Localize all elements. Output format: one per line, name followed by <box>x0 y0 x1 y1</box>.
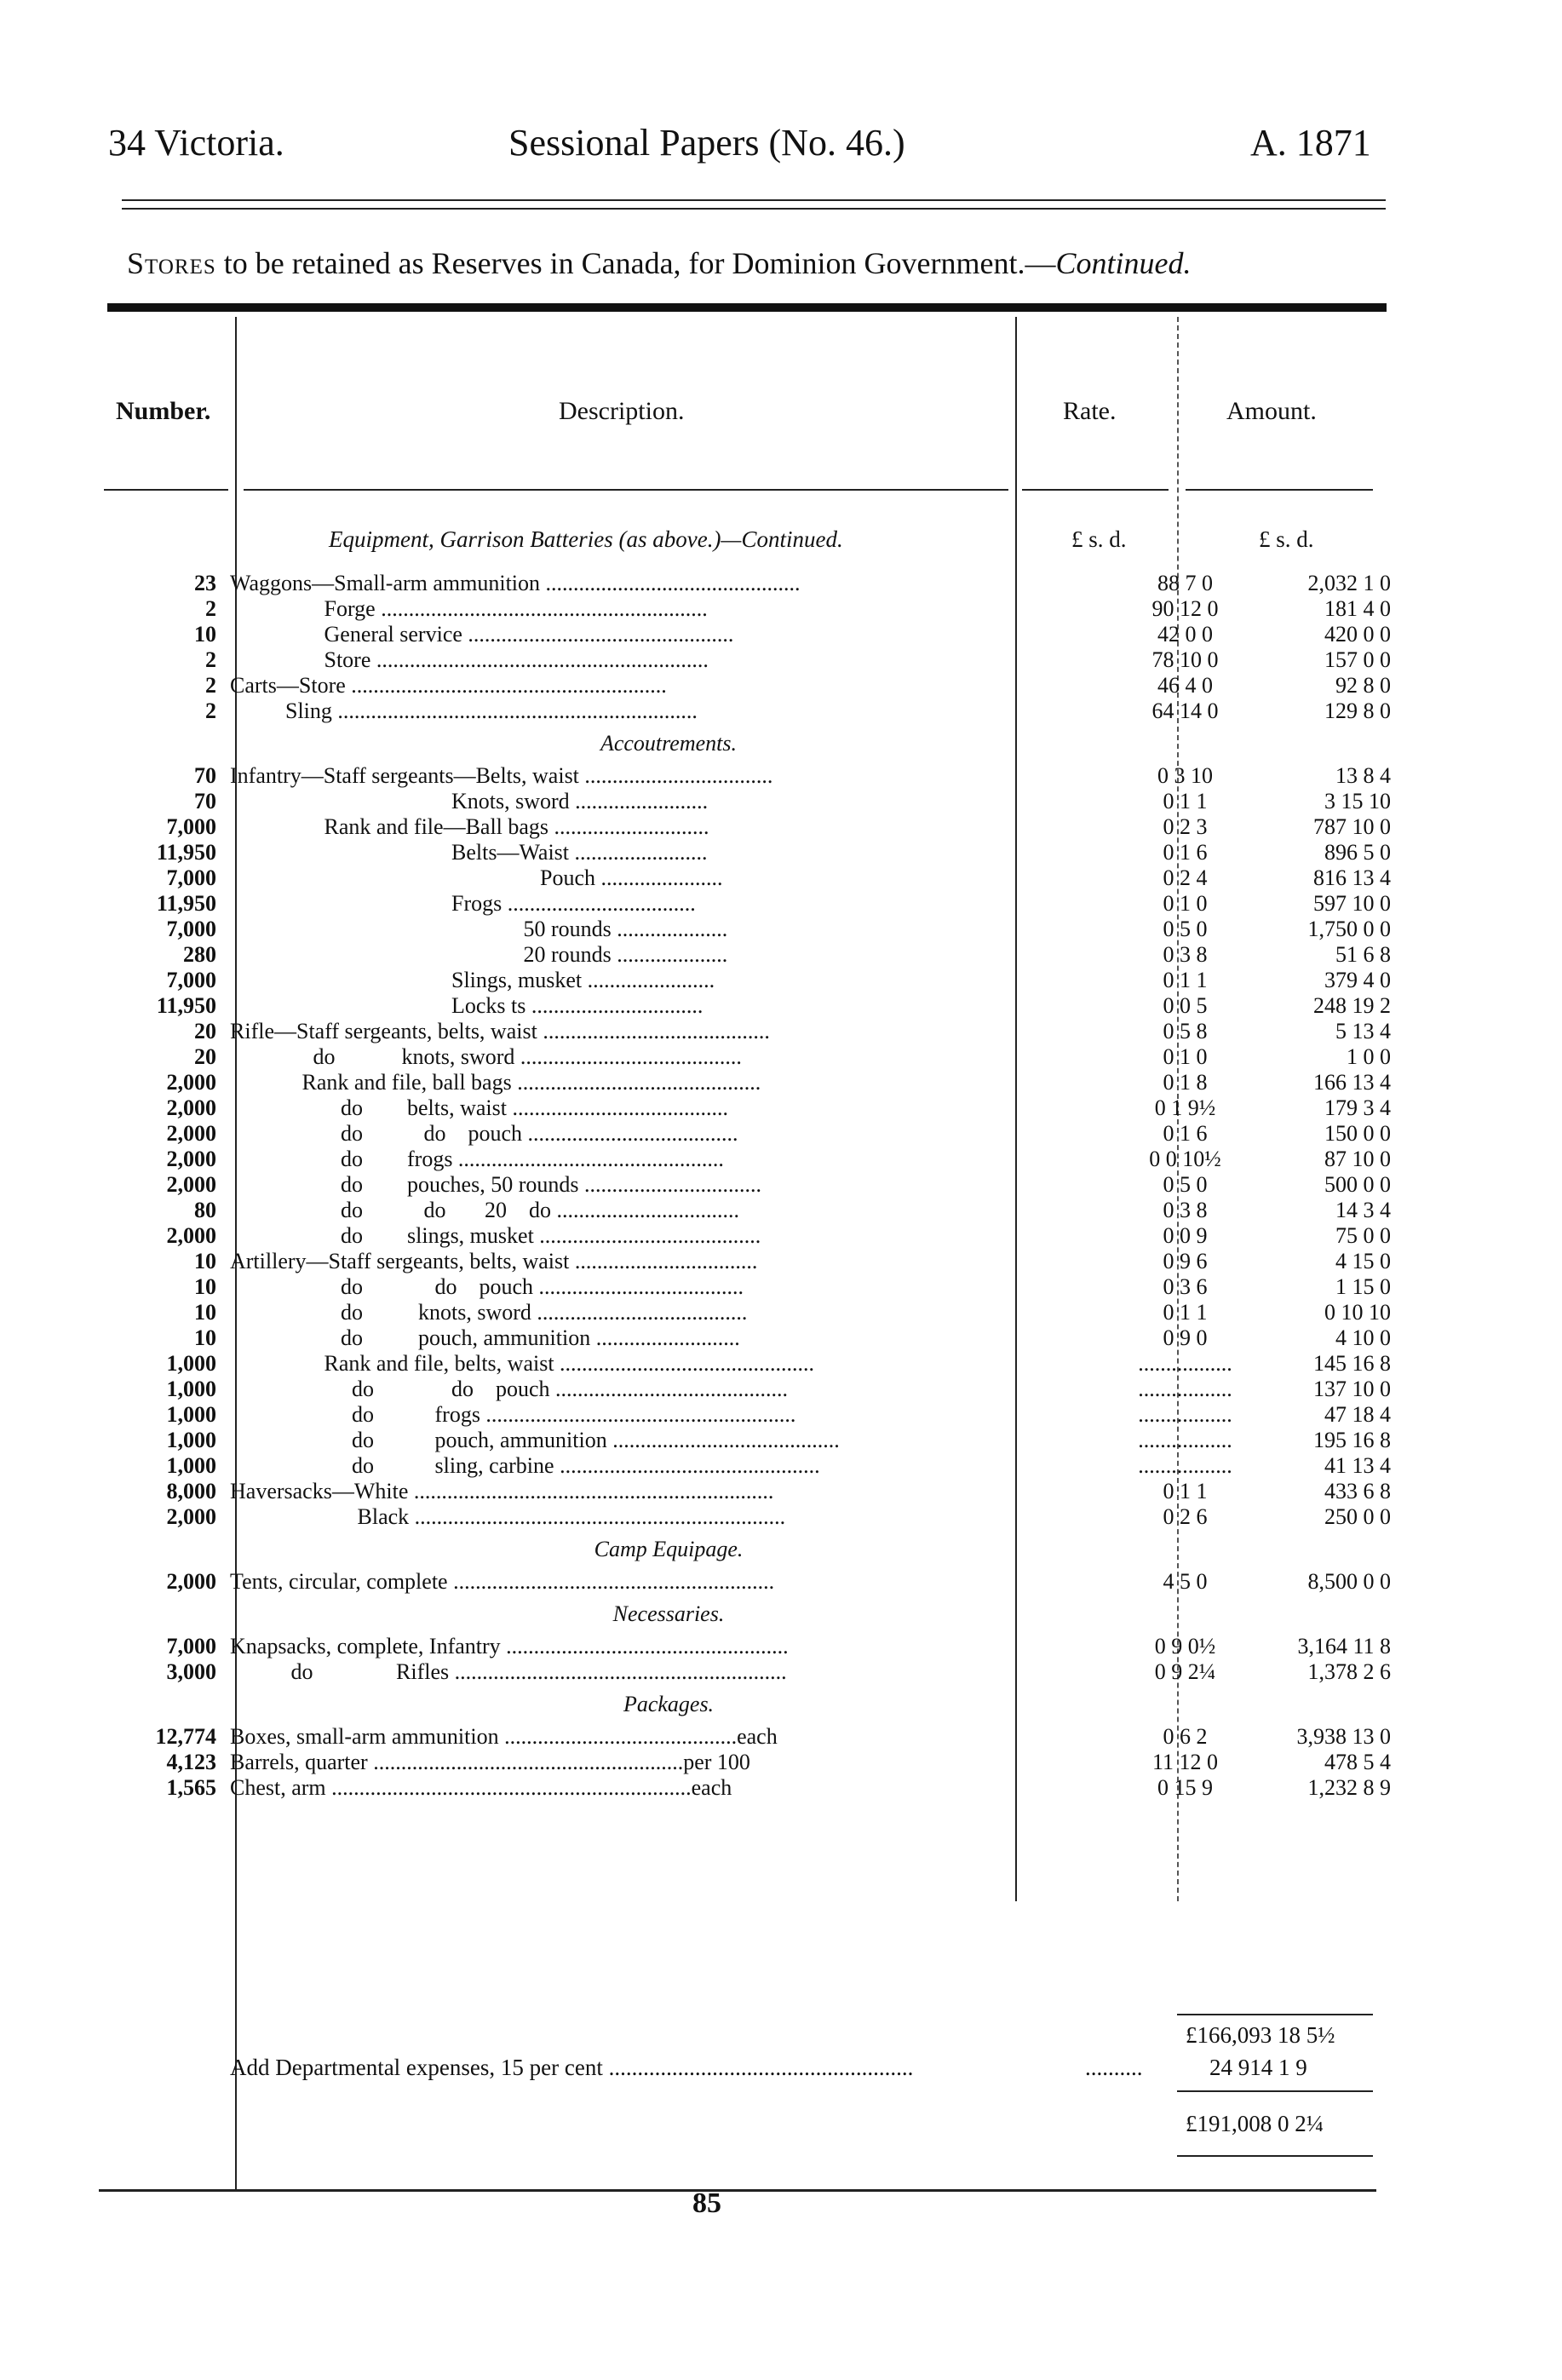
item-number: 3,000 <box>166 1659 216 1684</box>
spacer-cell <box>1107 1530 1263 1569</box>
item-number: 11,950 <box>156 993 216 1018</box>
item-number: 280 <box>183 942 216 967</box>
item-description: do pouch, ammunition ......................................... <box>230 1428 840 1452</box>
item-description: Rank and file, belts, waist .............................................. <box>230 1351 815 1376</box>
spacer-cell <box>1263 1595 1401 1634</box>
item-rate: 0 2 3 <box>1163 814 1208 839</box>
item-rate: 42 0 0 <box>1157 622 1213 647</box>
item-amount: 92 8 0 <box>1335 673 1391 698</box>
page-number: 85 <box>692 2187 721 2219</box>
heading-underline-number <box>104 489 228 491</box>
table-row <box>91 891 1401 917</box>
item-number: 80 <box>194 1198 216 1222</box>
section-heading: Necessaries. <box>612 1601 725 1626</box>
grand-total-rule-top <box>1177 2090 1373 2092</box>
table-row <box>91 1479 1401 1504</box>
table-row <box>91 1724 1401 1750</box>
item-amount: 433 6 8 <box>1324 1479 1391 1503</box>
table-row <box>91 1300 1401 1325</box>
column-rate: Rate. <box>1063 397 1117 425</box>
spacer-cell <box>91 1595 223 1634</box>
subtotal-rule <box>1177 2014 1373 2015</box>
section-row <box>91 1530 1401 1569</box>
table-row <box>91 647 1401 673</box>
item-rate: ................. <box>1138 1428 1232 1452</box>
item-description: do slings, musket ........................................ <box>230 1223 761 1248</box>
item-description: do knots, sword ........................................ <box>230 1044 742 1069</box>
item-description: do do pouch .......................................... <box>230 1377 789 1401</box>
item-number: 2,000 <box>166 1504 216 1529</box>
spacer-cell <box>1263 1530 1401 1569</box>
item-number: 10 <box>194 1274 216 1299</box>
item-number: 1,000 <box>166 1428 216 1452</box>
title-continued: Continued. <box>1055 246 1192 280</box>
item-description: Knapsacks, complete, Infantry ................................................... <box>230 1634 789 1659</box>
item-number: 10 <box>194 1300 216 1325</box>
item-rate: 0 1 0 <box>1163 891 1208 916</box>
heading-underline-amount <box>1186 489 1373 491</box>
table-row <box>91 968 1401 993</box>
column-amount: Amount. <box>1226 397 1317 425</box>
spacer-cell <box>1107 1595 1263 1634</box>
item-description: Frogs .................................. <box>230 891 696 916</box>
item-amount: 1,232 8 9 <box>1307 1775 1391 1800</box>
heading-underline-description <box>244 489 1008 491</box>
item-rate: 0 1 0 <box>1163 1044 1208 1069</box>
item-rate: ................. <box>1138 1453 1232 1478</box>
item-description: do do pouch ...................................... <box>230 1121 738 1146</box>
item-rate: 0 0 10½ <box>1149 1147 1221 1171</box>
item-amount: 896 5 0 <box>1324 840 1391 865</box>
grand-total-value: £191,008 0 2¼ <box>1186 2111 1324 2136</box>
item-number: 2 <box>205 698 216 723</box>
item-amount: 87 10 0 <box>1324 1147 1391 1171</box>
item-description: Rank and file—Ball bags ............................ <box>230 814 709 839</box>
item-amount: 816 13 4 <box>1313 865 1391 890</box>
table-row <box>91 1402 1401 1428</box>
item-description: Store ............................................................ <box>230 647 709 672</box>
item-number: 11,950 <box>156 840 216 865</box>
header-left: 34 Victoria. <box>108 122 284 164</box>
spacer-cell <box>91 1530 223 1569</box>
item-rate: 88 7 0 <box>1157 571 1213 595</box>
item-amount: 478 5 4 <box>1324 1750 1391 1774</box>
departmental-expenses-amount: 24 914 1 9 <box>1209 2055 1307 2080</box>
item-rate: 46 4 0 <box>1157 673 1213 698</box>
table-row <box>91 840 1401 865</box>
item-description: do sling, carbine ............................................... <box>230 1453 820 1478</box>
item-rate: 0 1 1 <box>1163 789 1208 813</box>
table-row <box>91 1750 1401 1775</box>
stores-table <box>91 571 1401 1801</box>
item-rate: 78 10 0 <box>1151 647 1219 672</box>
item-description: do do pouch ..................................... <box>230 1274 744 1299</box>
table-row <box>91 814 1401 840</box>
item-number: 10 <box>194 1325 216 1350</box>
item-number: 7,000 <box>166 917 216 941</box>
item-amount: 150 0 0 <box>1324 1121 1391 1146</box>
item-amount: 1 0 0 <box>1347 1044 1391 1069</box>
header-rule-top <box>122 199 1386 201</box>
item-description: Black ................................................................... <box>230 1504 786 1529</box>
item-amount: 47 18 4 <box>1324 1402 1391 1427</box>
table-row <box>91 1377 1401 1402</box>
item-rate: 0 3 10 <box>1157 763 1213 788</box>
table-row <box>91 1428 1401 1453</box>
item-number: 4,123 <box>166 1750 216 1774</box>
item-amount: 51 6 8 <box>1335 942 1391 967</box>
item-amount: 13 8 4 <box>1335 763 1391 788</box>
section-row <box>91 1595 1401 1634</box>
table-row <box>91 865 1401 891</box>
item-description: 20 rounds .................... <box>230 942 728 967</box>
item-amount: 379 4 0 <box>1324 968 1391 992</box>
header-center: Sessional Papers (No. 46.) <box>508 122 905 164</box>
heading-underline-rate <box>1022 489 1169 491</box>
item-rate: ................. <box>1138 1402 1232 1427</box>
table-row <box>91 622 1401 647</box>
item-amount: 420 0 0 <box>1324 622 1391 647</box>
item-rate: 0 0 9 <box>1163 1223 1208 1248</box>
item-amount: 179 3 4 <box>1324 1095 1391 1120</box>
currency-amount: £ s. d. <box>1259 526 1314 552</box>
item-description: do belts, waist ....................................... <box>230 1095 728 1120</box>
spacer-cell <box>1263 724 1401 763</box>
item-number: 2,000 <box>166 1095 216 1120</box>
item-amount: 41 13 4 <box>1324 1453 1391 1478</box>
item-number: 2,000 <box>166 1223 216 1248</box>
item-description: Boxes, small-arm ammunition ..........................................each <box>230 1724 778 1749</box>
item-number: 7,000 <box>166 865 216 890</box>
spacer-cell <box>1107 724 1263 763</box>
item-amount: 787 10 0 <box>1313 814 1391 839</box>
table-row <box>91 1070 1401 1095</box>
item-rate: 0 3 6 <box>1163 1274 1208 1299</box>
item-number: 7,000 <box>166 968 216 992</box>
item-number: 2 <box>205 647 216 672</box>
item-number: 11,950 <box>156 891 216 916</box>
title-rest: to be retained as Reserves in Canada, for Dominion Government.— <box>215 246 1056 280</box>
section-row <box>91 724 1401 763</box>
item-description: Tents, circular, complete .......................................................... <box>230 1569 775 1594</box>
item-rate: 0 1 8 <box>1163 1070 1208 1095</box>
table-row <box>91 1121 1401 1147</box>
item-rate: 0 9 0½ <box>1154 1634 1216 1659</box>
item-description: do do 20 do ................................. <box>230 1198 739 1222</box>
item-number: 20 <box>194 1019 216 1043</box>
item-amount: 500 0 0 <box>1324 1172 1391 1197</box>
item-amount: 145 16 8 <box>1313 1351 1391 1376</box>
item-rate: 0 0 5 <box>1163 993 1208 1018</box>
bottom-rule <box>99 2189 1376 2192</box>
item-number: 2,000 <box>166 1070 216 1095</box>
item-amount: 3,164 11 8 <box>1297 1634 1391 1659</box>
item-number: 2 <box>205 596 216 621</box>
spacer-cell <box>1263 1685 1401 1724</box>
item-rate: 0 5 0 <box>1163 917 1208 941</box>
item-amount: 157 0 0 <box>1324 647 1391 672</box>
item-number: 2 <box>205 673 216 698</box>
header-rule-bottom <box>122 208 1386 210</box>
table-row <box>91 1172 1401 1198</box>
item-amount: 4 15 0 <box>1335 1249 1391 1273</box>
table-row <box>91 571 1401 596</box>
item-description: Barrels, quarter ........................................................per 100 <box>230 1750 750 1774</box>
item-amount: 1,750 0 0 <box>1307 917 1391 941</box>
table-row <box>91 942 1401 968</box>
item-description: Artillery—Staff sergeants, belts, waist ................................. <box>230 1249 758 1273</box>
table-row <box>91 763 1401 789</box>
subtotal-value: £166,093 18 5½ <box>1186 2022 1335 2048</box>
section-heading: Packages. <box>623 1692 715 1716</box>
item-description: Slings, musket ....................... <box>230 968 715 992</box>
table-row <box>91 673 1401 698</box>
item-amount: 195 16 8 <box>1313 1428 1391 1452</box>
spacer-cell <box>1107 1685 1263 1724</box>
item-rate: 0 1 1 <box>1163 968 1208 992</box>
item-number: 2,000 <box>166 1121 216 1146</box>
item-amount: 129 8 0 <box>1324 698 1391 723</box>
item-description: do pouch, ammunition .......................... <box>230 1325 740 1350</box>
item-rate: 0 5 0 <box>1163 1172 1208 1197</box>
table-row <box>91 1453 1401 1479</box>
table-row <box>91 1504 1401 1530</box>
item-description: Chest, arm .................................................................each <box>230 1775 732 1800</box>
item-amount: 1 15 0 <box>1335 1274 1391 1299</box>
item-rate: 0 5 8 <box>1163 1019 1208 1043</box>
table-row <box>91 1659 1401 1685</box>
table-row <box>91 789 1401 814</box>
item-number: 7,000 <box>166 1634 216 1659</box>
table-row <box>91 698 1401 724</box>
item-description: Haversacks—White ................................................................. <box>230 1479 774 1503</box>
item-amount: 75 0 0 <box>1335 1223 1391 1248</box>
item-description: Forge ........................................................... <box>230 596 708 621</box>
item-description: Rank and file, ball bags ............................................ <box>230 1070 761 1095</box>
item-amount: 2,032 1 0 <box>1307 571 1391 595</box>
item-rate: 0 9 0 <box>1163 1325 1208 1350</box>
item-number: 2,000 <box>166 1569 216 1594</box>
table-row <box>91 993 1401 1019</box>
item-rate: 11 12 0 <box>1151 1750 1219 1774</box>
item-number: 8,000 <box>166 1479 216 1503</box>
item-description: Locks ts ............................... <box>230 993 703 1018</box>
item-number: 20 <box>194 1044 216 1069</box>
column-number: Number. <box>116 397 211 425</box>
table-row <box>91 1223 1401 1249</box>
item-amount: 4 10 0 <box>1335 1325 1391 1350</box>
section-heading: Camp Equipage. <box>594 1537 744 1561</box>
item-rate: 0 1 1 <box>1163 1300 1208 1325</box>
item-number: 2,000 <box>166 1147 216 1171</box>
table-row <box>91 1634 1401 1659</box>
item-rate: 0 2 6 <box>1163 1504 1208 1529</box>
item-amount: 248 19 2 <box>1313 993 1391 1018</box>
item-amount: 250 0 0 <box>1324 1504 1391 1529</box>
table-row <box>91 1019 1401 1044</box>
item-description: Sling ................................................................. <box>230 698 698 723</box>
table-row <box>91 1198 1401 1223</box>
column-description: Description. <box>559 397 685 425</box>
item-rate: 0 1 6 <box>1163 840 1208 865</box>
item-number: 23 <box>194 571 216 595</box>
item-description: Pouch ...................... <box>230 865 723 890</box>
header-right: A. 1871 <box>1250 122 1371 164</box>
table-row <box>91 1775 1401 1801</box>
item-description: Rifle—Staff sergeants, belts, waist ......................................... <box>230 1019 770 1043</box>
table-row <box>91 1569 1401 1595</box>
stores-table-body <box>91 571 1401 1801</box>
item-amount: 181 4 0 <box>1324 596 1391 621</box>
item-amount: 166 13 4 <box>1313 1070 1391 1095</box>
thick-rule <box>107 303 1387 312</box>
currency-rate: £ s. d. <box>1071 526 1127 552</box>
item-rate: 0 9 2¼ <box>1154 1659 1216 1684</box>
item-amount: 3 15 10 <box>1324 789 1391 813</box>
item-rate: 0 15 9 <box>1157 1775 1213 1800</box>
item-amount: 1,378 2 6 <box>1307 1659 1391 1684</box>
grand-total-rule-bottom <box>1177 2155 1373 2157</box>
departmental-expenses-rate: .......... <box>1085 2055 1143 2080</box>
section-equipment: Equipment, Garrison Batteries (as above.)—Continued. <box>329 526 843 552</box>
item-rate: 0 9 6 <box>1163 1249 1208 1273</box>
table-row <box>91 1095 1401 1121</box>
item-amount: 597 10 0 <box>1313 891 1391 916</box>
table-row <box>91 1274 1401 1300</box>
item-amount: 8,500 0 0 <box>1307 1569 1391 1594</box>
item-description: do frogs ................................................ <box>230 1147 724 1171</box>
item-rate: 0 6 2 <box>1163 1724 1208 1749</box>
item-description: Infantry—Staff sergeants—Belts, waist .................................. <box>230 763 773 788</box>
item-description: do frogs ........................................................ <box>230 1402 796 1427</box>
item-number: 70 <box>194 763 216 788</box>
item-number: 10 <box>194 622 216 647</box>
item-rate: 0 1 9½ <box>1154 1095 1216 1120</box>
item-number: 7,000 <box>166 814 216 839</box>
table-row <box>91 917 1401 942</box>
table-row <box>91 1044 1401 1070</box>
item-amount: 3,938 13 0 <box>1296 1724 1391 1749</box>
item-rate: 4 5 0 <box>1163 1569 1208 1594</box>
item-number: 10 <box>194 1249 216 1273</box>
item-number: 1,000 <box>166 1377 216 1401</box>
item-description: Waggons—Small-arm ammunition .............................................. <box>230 571 801 595</box>
item-rate: 0 3 8 <box>1163 942 1208 967</box>
page-title <box>127 245 1379 281</box>
item-amount: 14 3 4 <box>1335 1198 1391 1222</box>
section-heading: Accoutrements. <box>600 731 738 756</box>
item-description: Knots, sword ........................ <box>230 789 709 813</box>
item-description: Carts—Store ......................................................... <box>230 673 667 698</box>
spacer-cell <box>91 1685 223 1724</box>
title-stores: Stores <box>127 246 216 280</box>
item-number: 1,000 <box>166 1351 216 1376</box>
item-amount: 137 10 0 <box>1313 1377 1391 1401</box>
item-description: 50 rounds .................... <box>230 917 728 941</box>
item-rate: 0 1 1 <box>1163 1479 1208 1503</box>
item-number: 1,000 <box>166 1402 216 1427</box>
item-number: 70 <box>194 789 216 813</box>
item-amount: 0 10 10 <box>1324 1300 1391 1325</box>
item-rate: 0 1 6 <box>1163 1121 1208 1146</box>
item-number: 1,565 <box>166 1775 216 1800</box>
section-row <box>91 1685 1401 1724</box>
table-row <box>91 1351 1401 1377</box>
item-rate: 0 2 4 <box>1163 865 1208 890</box>
item-description: General service ................................................ <box>230 622 734 647</box>
item-description: Belts—Waist ........................ <box>230 840 708 865</box>
item-number: 2,000 <box>166 1172 216 1197</box>
item-rate: ................. <box>1138 1377 1232 1401</box>
table-row <box>91 596 1401 622</box>
table-row <box>91 1147 1401 1172</box>
table-row <box>91 1325 1401 1351</box>
item-rate: ................. <box>1138 1351 1232 1376</box>
item-description: do pouches, 50 rounds ................................ <box>230 1172 761 1197</box>
item-rate: 90 12 0 <box>1151 596 1219 621</box>
item-rate: 0 3 8 <box>1163 1198 1208 1222</box>
item-rate: 64 14 0 <box>1151 698 1219 723</box>
item-number: 12,774 <box>155 1724 216 1749</box>
item-number: 1,000 <box>166 1453 216 1478</box>
item-description: do Rifles ............................................................ <box>230 1659 787 1684</box>
table-row <box>91 1249 1401 1274</box>
departmental-expenses-label: Add Departmental expenses, 15 per cent ..................................................... <box>230 2055 914 2080</box>
item-description: do knots, sword ...................................... <box>230 1300 748 1325</box>
item-amount: 5 13 4 <box>1335 1019 1391 1043</box>
spacer-cell <box>91 724 223 763</box>
